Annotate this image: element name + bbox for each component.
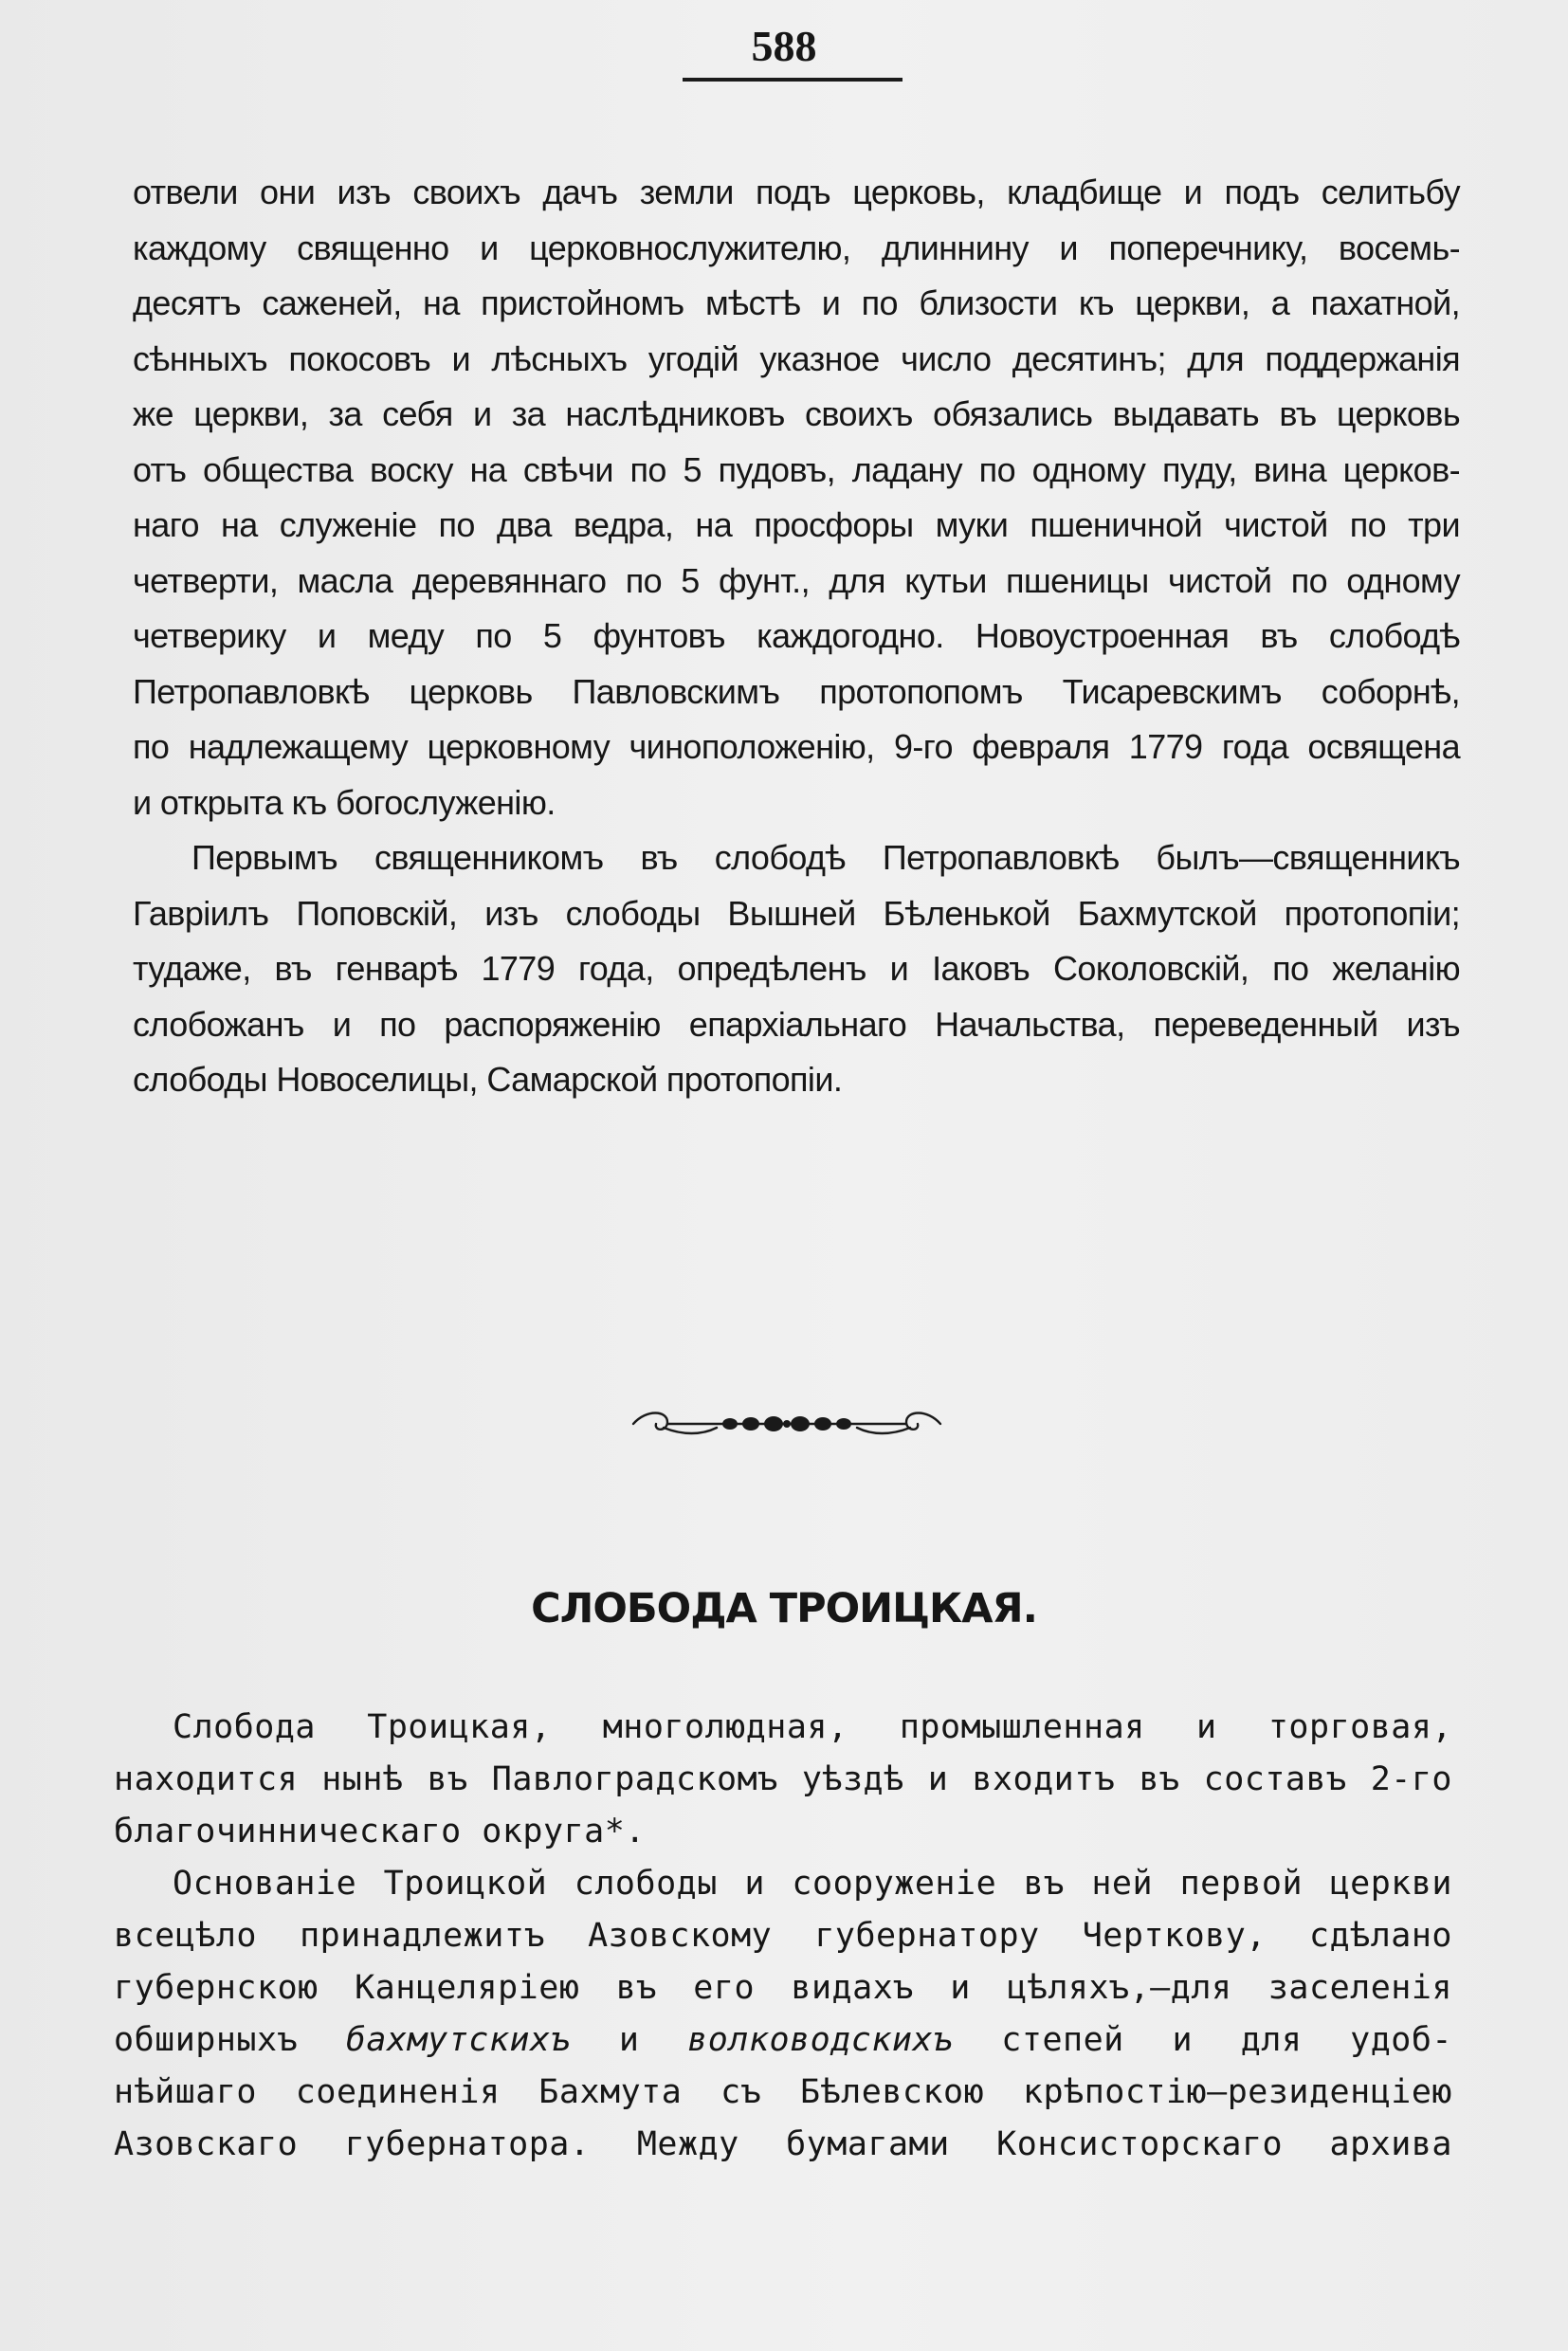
text-run: и bbox=[571, 2021, 688, 2059]
text-line: отъ общества воску на свѣчи по 5 пудовъ, ладану по одному пуду, вина церков- bbox=[133, 449, 1460, 489]
text-run: всецѣло принадлежитъ Азовскому губернатору Черткову, сдѣлано bbox=[114, 1917, 1452, 1955]
text-run: губернскою Канцеляріею въ его видахъ и цѣляхъ,—для заселенія bbox=[114, 1969, 1452, 2007]
text-line: наго на служеніе по два ведра, на просфоры муки пшеничной чистой по три bbox=[133, 505, 1460, 544]
text-line: отвели они изъ своихъ дачъ земли подъ церковь, кладбище и подъ селитьбу bbox=[133, 173, 1460, 211]
text-line bbox=[114, 2067, 1452, 2119]
text-line: тудаже, въ генварѣ 1779 года, опредѣленъ и Іаковъ Соколовскій, по желанію bbox=[133, 949, 1460, 988]
text-line bbox=[114, 1910, 1452, 1962]
text-line: четверику и меду по 5 фунтовъ каждогодно. Новоустроенная въ слободѣ bbox=[133, 616, 1460, 655]
section-title: СЛОБОДА ТРОИЦКАЯ. bbox=[531, 1585, 1037, 1632]
page-number-underline bbox=[683, 78, 903, 82]
text-line bbox=[114, 1858, 1452, 1910]
text-line bbox=[114, 2119, 1452, 2171]
text-run: обширныхъ bbox=[114, 2021, 346, 2059]
text-line bbox=[114, 1702, 1452, 1754]
text-line: Петропавловкѣ церковь Павловскимъ протопопомъ Тисаревскимъ соборнѣ, bbox=[133, 671, 1460, 711]
ornamental-divider bbox=[626, 1401, 948, 1445]
text-line: слободы Новоселицы, Самарской протопопіи. bbox=[133, 1060, 843, 1099]
text-block-petropavlovka bbox=[133, 165, 1460, 1108]
text-line: Первымъ священникомъ въ слободѣ Петропавловкѣ былъ—священникъ bbox=[191, 838, 1460, 877]
text-run: Слобода Троицкая, многолюдная, промышленная и торговая, bbox=[173, 1708, 1452, 1746]
text-line: Гавріилъ Поповскій, изъ слободы Вышней Бѣленькой Бахмутской протопопіи; bbox=[133, 893, 1460, 933]
text-line bbox=[114, 1962, 1452, 2014]
text-run: степей и для удоб- bbox=[953, 2021, 1453, 2059]
text-run: нѣйшаго соединенія Бахмута съ Бѣлевскою крѣпостію—резиденціею bbox=[114, 2073, 1452, 2111]
text-run: находится нынѣ въ Павлоградскомъ уѣздѣ и входитъ въ составъ 2-го bbox=[114, 1760, 1452, 1798]
text-line: сѣнныхъ покосовъ и лѣсныхъ угодій указное число десятинъ; для поддержанія bbox=[133, 338, 1460, 378]
text-run: Основаніе Троицкой слободы и сооруженіе въ ней первой церкви bbox=[173, 1865, 1452, 1903]
italic-term: бахмутскихъ bbox=[345, 2021, 572, 2059]
italic-term: волководскихъ bbox=[687, 2021, 954, 2059]
text-line: и открыта къ богослуженію. bbox=[133, 782, 556, 822]
text-line: каждому священно и церковнослужителю, длиннину и поперечнику, восемь- bbox=[133, 228, 1460, 267]
text-run: Азовскаго губернатора. Между бумагами Консисторскаго архива bbox=[114, 2125, 1452, 2163]
text-line bbox=[114, 2014, 1452, 2067]
text-line: десятъ саженей, на пристойномъ мѣстѣ и по близости къ церкви, а пахатной, bbox=[133, 283, 1460, 322]
text-line bbox=[114, 1754, 1452, 1806]
text-line bbox=[114, 1806, 1452, 1858]
text-line: по надлежащему церковному чиноположенію, 9-го февраля 1779 года освящена bbox=[133, 727, 1460, 766]
page-number: 588 bbox=[751, 22, 817, 70]
text-line: слобожанъ и по распоряженію епархіальнаго Начальства, переведенный изъ bbox=[133, 1004, 1460, 1044]
text-run: благочинническаго округа*. bbox=[114, 1813, 646, 1850]
text-line: же церкви, за себя и за наслѣдниковъ своихъ обязались выдавать въ церковь bbox=[133, 394, 1460, 433]
text-line: четверти, масла деревяннаго по 5 фунт., для кутьи пшеницы чистой по одному bbox=[133, 560, 1460, 600]
text-block-troitskaya bbox=[114, 1702, 1452, 2171]
